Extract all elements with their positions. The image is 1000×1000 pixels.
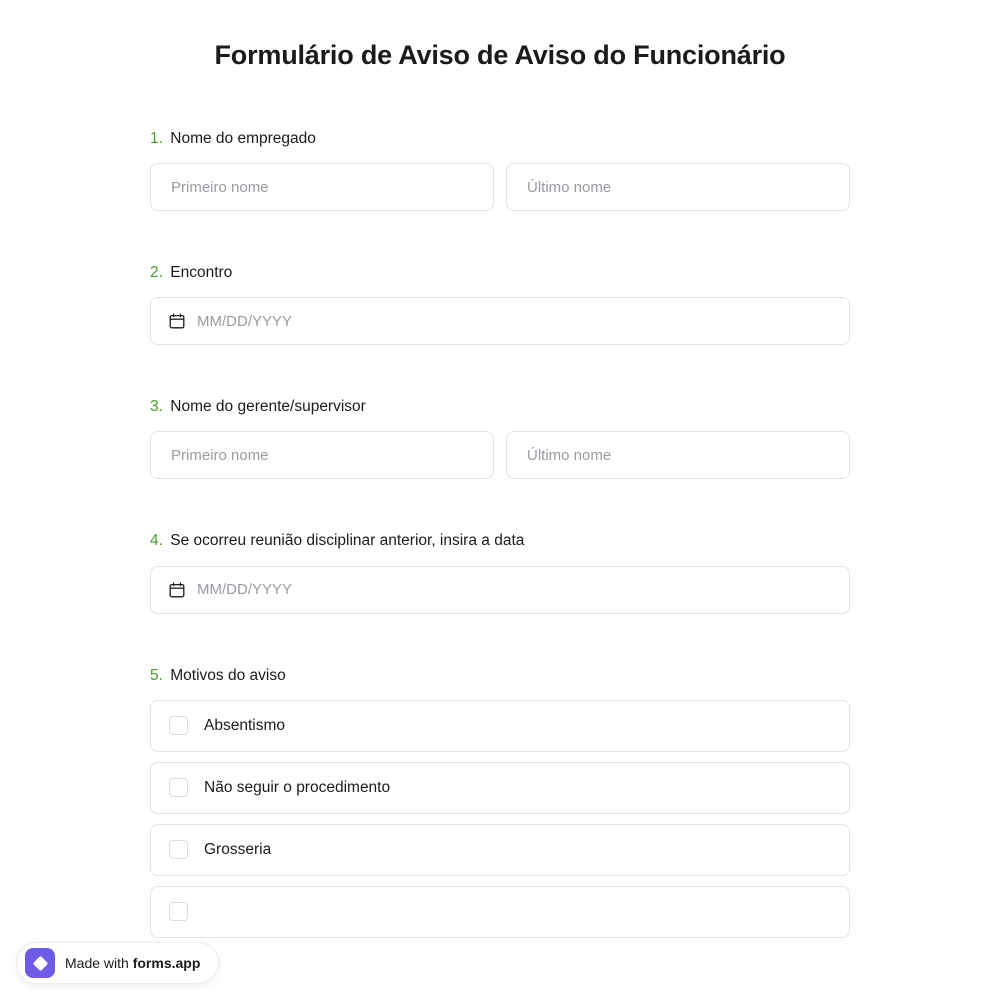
manager-first-name-placeholder: Primeiro nome [171, 446, 269, 464]
question-5-label [150, 666, 850, 686]
previous-meeting-date-placeholder: MM/DD/YYYY [197, 581, 293, 599]
checkbox-option-nao-seguir-o-procedimento[interactable] [150, 762, 850, 814]
question-2-text: Encontro [170, 264, 233, 282]
employee-first-name-field[interactable] [150, 163, 494, 211]
checkbox-option-label: Não seguir o procedimento [204, 778, 391, 796]
question-3-fields [150, 431, 850, 479]
checkbox-option-grosseria[interactable] [150, 824, 850, 876]
question-5 [150, 666, 850, 938]
question-1-fields [150, 163, 850, 211]
checkbox-option-next[interactable] [150, 886, 850, 938]
badge-prefix: Made with [65, 955, 133, 971]
employee-last-name-field[interactable] [506, 163, 850, 211]
question-3 [150, 397, 850, 479]
question-4-text: Se ocorreu reunião disciplinar anterior, insira a data [170, 532, 525, 550]
question-3-text: Nome do gerente/supervisor [170, 398, 366, 416]
previous-meeting-date-field[interactable] [150, 566, 850, 614]
question-1-label [150, 129, 850, 149]
checkbox-icon[interactable] [169, 778, 188, 797]
checkbox-option-absentismo[interactable] [150, 700, 850, 752]
checkbox-icon[interactable] [169, 840, 188, 859]
question-1 [150, 129, 850, 211]
meeting-date-field[interactable] [150, 297, 850, 345]
question-2 [150, 263, 850, 345]
question-2-label [150, 263, 850, 283]
manager-last-name-placeholder: Último nome [527, 446, 612, 464]
question-1-text: Nome do empregado [170, 130, 316, 147]
badge-brand: forms.app [132, 955, 201, 971]
question-5-text: Motivos do aviso [170, 666, 286, 684]
employee-last-name-placeholder: Último nome [527, 178, 612, 196]
question-3-label [150, 397, 850, 417]
forms-app-logo-icon [25, 948, 55, 978]
question-4 [150, 531, 850, 613]
question-3-number: 3. [150, 398, 163, 416]
checkbox-icon[interactable] [169, 716, 188, 735]
manager-first-name-field[interactable] [150, 431, 494, 479]
manager-last-name-field[interactable] [506, 431, 850, 479]
checkbox-icon[interactable] [169, 902, 188, 921]
calendar-icon [169, 582, 185, 598]
question-2-number: 2. [150, 264, 163, 282]
checkbox-option-label: Absentismo [204, 716, 285, 734]
question-5-number: 5. [150, 666, 163, 684]
badge-label [65, 955, 200, 971]
question-4-label [150, 531, 850, 551]
made-with-forms-app-badge[interactable] [16, 942, 219, 984]
question-4-number: 4. [150, 532, 163, 550]
page-title: Formulário de Aviso de Aviso do Funcionário [214, 40, 786, 70]
meeting-date-placeholder: MM/DD/YYYY [197, 312, 293, 330]
question-1-number: 1. [150, 130, 163, 147]
checkbox-option-label: Grosseria [204, 840, 272, 858]
calendar-icon [169, 313, 185, 329]
employee-first-name-placeholder: Primeiro nome [171, 178, 269, 196]
form-body [150, 71, 850, 938]
